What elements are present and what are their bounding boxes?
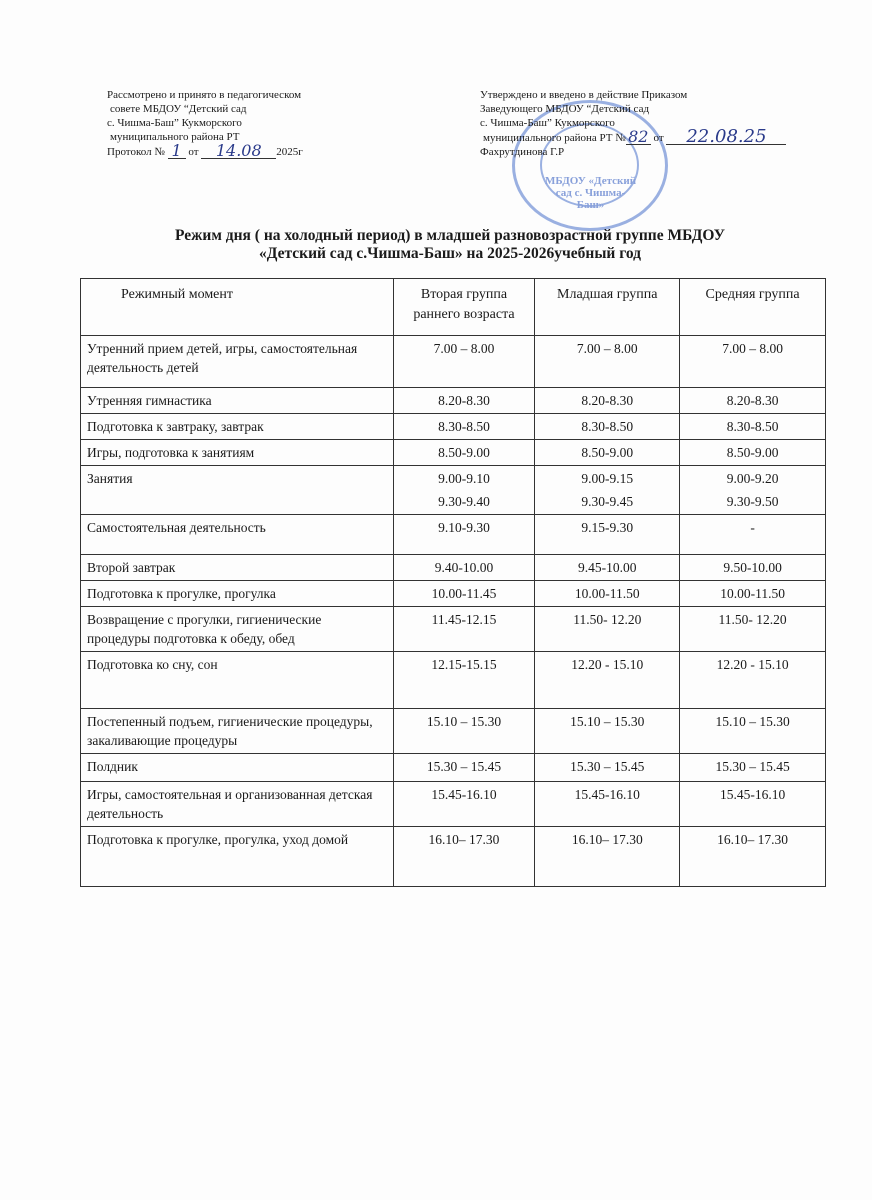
activity-cell: Игры, самостоятельная и организованная детская деятельность [81, 782, 394, 827]
time-cell: 12.15-15.15 [393, 652, 535, 709]
text-line: муниципального района РТ [110, 131, 240, 143]
time-cell: 8.20-8.30 [393, 388, 535, 414]
time-cell: 15.30 – 15.45 [680, 754, 826, 782]
activity-cell: Подготовка к прогулке, прогулка [81, 581, 394, 607]
activity-cell: Подготовка к завтраку, завтрак [81, 414, 394, 440]
table-row [81, 652, 826, 709]
time-cell: 16.10– 17.30 [535, 827, 680, 887]
time-cell: 8.50-9.00 [393, 440, 535, 466]
time-cell: 12.20 - 15.10 [535, 652, 680, 709]
time-cell: - [680, 515, 826, 555]
time-cell: 11.50- 12.20 [680, 607, 826, 652]
time-cell: 12.20 - 15.10 [680, 652, 826, 709]
order-date: 22.08.25 [666, 130, 786, 145]
table-row [81, 827, 826, 887]
time-cell: 9.00-9.10 9.30-9.40 [393, 466, 535, 515]
time-cell: 9.10-9.30 [393, 515, 535, 555]
time-cell: 16.10– 17.30 [393, 827, 535, 887]
activity-cell: Возвращение с прогулки, гигиенические процедуры подготовка к обеду, обед [81, 607, 394, 652]
table-row [81, 782, 826, 827]
director-name: Фахрутдинова Г.Р [480, 146, 565, 158]
time-cell: 15.30 – 15.45 [393, 754, 535, 782]
table-row [81, 515, 826, 555]
table-row [81, 607, 826, 652]
time-cell: 10.00-11.50 [535, 581, 680, 607]
time-cell: 9.40-10.00 [393, 555, 535, 581]
time-cell: 7.00 – 8.00 [393, 336, 535, 388]
time-cell: 9.45-10.00 [535, 555, 680, 581]
time-cell: 8.50-9.00 [535, 440, 680, 466]
time-cell: 11.50- 12.20 [535, 607, 680, 652]
time-cell: 15.45-16.10 [393, 782, 535, 827]
activity-cell: Подготовка к прогулке, прогулка, уход домой [81, 827, 394, 887]
table-row [81, 555, 826, 581]
time-cell: 8.50-9.00 [680, 440, 826, 466]
time-cell: 8.30-8.50 [680, 414, 826, 440]
table-row [81, 388, 826, 414]
column-header: Режимный момент [81, 279, 394, 336]
approval-block-left [107, 88, 303, 159]
time-cell: 9.15-9.30 [535, 515, 680, 555]
time-cell: 15.10 – 15.30 [680, 709, 826, 754]
column-header: Младшая группа [535, 279, 680, 336]
time-cell: 8.30-8.50 [535, 414, 680, 440]
time-cell: 16.10– 17.30 [680, 827, 826, 887]
activity-cell: Второй завтрак [81, 555, 394, 581]
approval-block-right [480, 88, 786, 159]
schedule-table [80, 278, 826, 887]
text-line: Утверждено и введено в действие Приказом [480, 89, 688, 101]
time-cell: 9.50-10.00 [680, 555, 826, 581]
time-cell: 7.00 – 8.00 [680, 336, 826, 388]
time-cell: 9.00-9.20 9.30-9.50 [680, 466, 826, 515]
table-row [81, 709, 826, 754]
table-row [81, 581, 826, 607]
activity-cell: Утренняя гимнастика [81, 388, 394, 414]
table-row [81, 754, 826, 782]
protocol-date: 14.08 [201, 144, 276, 159]
activity-cell: Подготовка ко сну, сон [81, 652, 394, 709]
table-row [81, 440, 826, 466]
time-cell: 7.00 – 8.00 [535, 336, 680, 388]
activity-cell: Занятия [81, 466, 394, 515]
activity-cell: Постепенный подъем, гигиенические процедуры, закаливающие процедуры [81, 709, 394, 754]
text-line: с. Чишма-Баш” Кукморского [107, 117, 242, 129]
text-line: Заведующего МБДОУ “Детский сад [480, 103, 650, 115]
time-cell: 15.45-16.10 [680, 782, 826, 827]
order-line: муниципального района РТ № 82 от 22.08.25 [480, 130, 786, 145]
column-header: Средняя группа [680, 279, 826, 336]
column-header: Вторая группа раннего возраста [393, 279, 535, 336]
time-cell: 15.45-16.10 [535, 782, 680, 827]
activity-cell: Игры, подготовка к занятиям [81, 440, 394, 466]
table-header-row [81, 279, 826, 336]
activity-cell: Полдник [81, 754, 394, 782]
order-number: 82 [626, 130, 651, 145]
page-title: Режим дня ( на холодный период) в младшей разновозрастной группе МБДОУ «Детский сад с.Чишма-Баш» на 2025-2026учебный год [175, 227, 725, 262]
time-cell: 15.10 – 15.30 [393, 709, 535, 754]
table-row [81, 466, 826, 515]
activity-cell: Утренний прием детей, игры, самостоятельная деятельность детей [81, 336, 394, 388]
time-cell: 11.45-12.15 [393, 607, 535, 652]
table-row [81, 336, 826, 388]
time-cell: 10.00-11.45 [393, 581, 535, 607]
protocol-line: Протокол № 1 от 14.08 2025г [107, 141, 303, 160]
stamp-text: МБДОУ «Детский сад с. Чишма-Баш» [544, 175, 637, 211]
text-line: с. Чишма-Баш” Кукморского [480, 117, 615, 129]
time-cell: 15.30 – 15.45 [535, 754, 680, 782]
time-cell: 10.00-11.50 [680, 581, 826, 607]
time-cell: 9.00-9.15 9.30-9.45 [535, 466, 680, 515]
text-line: совете МБДОУ “Детский сад [110, 103, 247, 115]
time-cell: 8.20-8.30 [680, 388, 826, 414]
time-cell: 8.20-8.30 [535, 388, 680, 414]
time-cell: 8.30-8.50 [393, 414, 535, 440]
text-line: Рассмотрено и принято в педагогическом [107, 89, 302, 101]
activity-cell: Самостоятельная деятельность [81, 515, 394, 555]
protocol-number: 1 [168, 144, 186, 159]
table-row [81, 414, 826, 440]
time-cell: 15.10 – 15.30 [535, 709, 680, 754]
